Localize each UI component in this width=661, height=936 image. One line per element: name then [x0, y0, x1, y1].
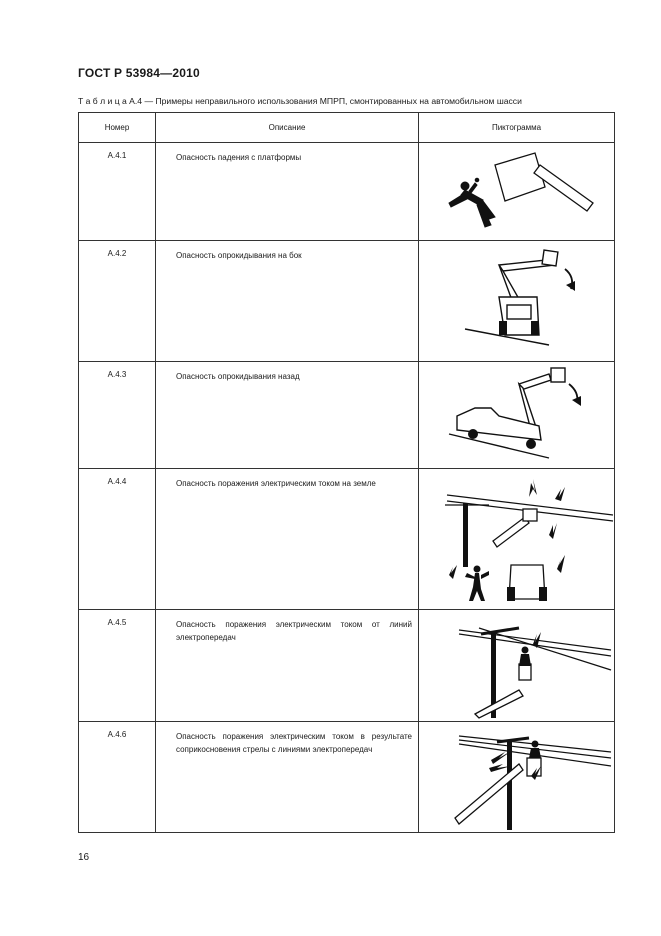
column-header-description: Описание: [156, 113, 419, 143]
table-row: [79, 610, 615, 722]
table-caption: Т а б л и ц а А.4 — Примеры неправильного использования МПРП, смонтированных на автомобильном шасси: [78, 96, 522, 106]
column-header-number: Номер: [79, 113, 156, 143]
document-header: ГОСТ Р 53984—2010: [78, 66, 200, 80]
table-row: [79, 362, 615, 469]
table-header-row: [79, 113, 615, 143]
boom-contact-electrocution-pictogram: [419, 722, 615, 833]
ground-electrocution-pictogram: [419, 469, 615, 610]
row-description: Опасность поражения электрическим током от линий электропередач: [156, 610, 419, 722]
side-tipover-pictogram: [419, 241, 615, 362]
row-number: А.4.2: [79, 241, 156, 362]
row-number: А.4.6: [79, 722, 156, 833]
back-tipover-pictogram: [419, 362, 615, 469]
row-description: Опасность опрокидывания назад: [156, 362, 419, 469]
row-number: А.4.1: [79, 143, 156, 241]
row-description: Опасность поражения электрическим током в результате соприкосновения стрелы с линиями электропередач: [156, 722, 419, 833]
misuse-examples-table: [78, 112, 615, 833]
row-number: А.4.5: [79, 610, 156, 722]
column-header-pictogram: Пиктограмма: [419, 113, 615, 143]
row-number: А.4.3: [79, 362, 156, 469]
row-description: Опасность поражения электрическим током на земле: [156, 469, 419, 610]
row-description: Опасность падения с платформы: [156, 143, 419, 241]
table-row: [79, 722, 615, 833]
page-number: 16: [78, 852, 90, 863]
table-row: [79, 241, 615, 362]
fall-from-platform-pictogram: [419, 143, 615, 241]
row-description: Опасность опрокидывания на бок: [156, 241, 419, 362]
table-row: [79, 469, 615, 610]
row-number: А.4.4: [79, 469, 156, 610]
table-row: [79, 143, 615, 241]
powerline-electrocution-pictogram: [419, 610, 615, 722]
